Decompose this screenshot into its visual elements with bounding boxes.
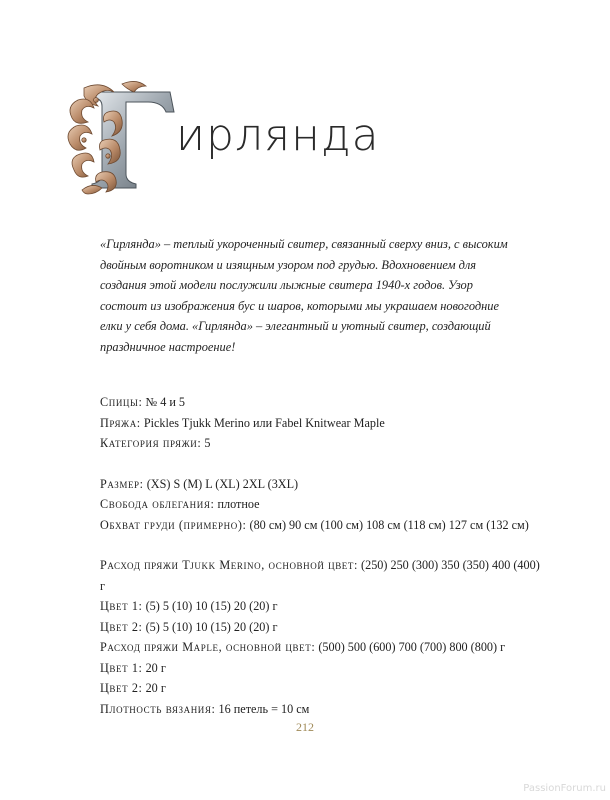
spec-maple-main — [100, 637, 540, 658]
spec-needles — [100, 392, 540, 413]
spec-maple-color2 — [100, 678, 540, 699]
spec-value: (5) 5 (10) 10 (15) 20 (20) г — [142, 599, 278, 613]
spec-label: Цвет 2: — [100, 619, 143, 634]
specifications — [100, 392, 540, 719]
spec-yarn — [100, 413, 540, 434]
spec-label: Плотность вязания: — [100, 701, 216, 716]
spec-value: 5 — [201, 436, 211, 450]
spec-label: Цвет 2: — [100, 681, 143, 695]
spec-value: (500) 500 (600) 700 (700) 800 (800) г — [315, 640, 506, 654]
spec-label: Размер: — [100, 476, 144, 491]
spec-value: (250) 250 (300) 350 (350) 400 (400) г — [100, 558, 540, 593]
spec-value: 20 г — [142, 660, 166, 675]
spec-label: Категория пряжи: — [100, 436, 202, 450]
spec-bust — [100, 515, 540, 536]
spec-value: № 4 и 5 — [142, 395, 185, 409]
spec-label: Цвет 1: — [100, 660, 143, 675]
spec-label: Цвет 1: — [100, 599, 143, 613]
page-number: 212 — [296, 720, 314, 734]
spec-maple-color1 — [100, 658, 540, 679]
spec-tjukk-main — [100, 555, 540, 596]
spec-gauge — [100, 699, 540, 720]
watermark: PassionForum.ru — [523, 783, 606, 794]
spec-label: Пряжа: — [100, 415, 141, 430]
spec-label: Расход пряжи Maple, основной цвет: — [100, 640, 316, 654]
spacer — [100, 454, 540, 474]
spec-value: 16 петель = 10 см — [215, 701, 310, 716]
spec-label: Обхват груди (примерно): — [100, 517, 247, 532]
spec-value: (80 см) 90 см (100 см) 108 см (118 см) 127 см (132 см) — [246, 517, 529, 532]
spec-value: Pickles Tjukk Merino или Fabel Knitwear Maple — [140, 415, 385, 430]
title-text: ирлянда — [176, 110, 380, 161]
spec-label: Расход пряжи Tjukk Merino, основной цвет: — [100, 558, 358, 572]
spec-tjukk-color1 — [100, 596, 540, 617]
chapter-title — [62, 78, 422, 198]
spacer — [100, 535, 540, 555]
spec-label: Свобода облегания: — [100, 497, 215, 511]
spec-size — [100, 474, 540, 495]
spec-value: плотное — [214, 497, 260, 511]
spec-value: (XS) S (M) L (XL) 2XL (3XL) — [143, 476, 299, 491]
intro-paragraph: «Гирлянда» – теплый укороченный свитер, связанный сверху вниз, с высоким двойным воротником и изящным узором под грудью. Вдохновением для создания этой модели послужили лыжные свитера 1940-х годов. Узор состоит из изображения бус и шаров, которыми мы украшаем новогодние елки у себя дома. «Гирлянда» – элегантный и уютный свитер, создающий праздничное настроение! — [100, 237, 508, 354]
ornamental-initial — [62, 78, 180, 196]
spec-value: 20 г — [142, 681, 166, 695]
spec-value: (5) 5 (10) 10 (15) 20 (20) г — [142, 619, 278, 634]
spec-fit — [100, 494, 540, 515]
spec-yarn-category — [100, 433, 540, 454]
spec-label: Спицы: — [100, 395, 143, 409]
spec-tjukk-color2 — [100, 617, 540, 638]
